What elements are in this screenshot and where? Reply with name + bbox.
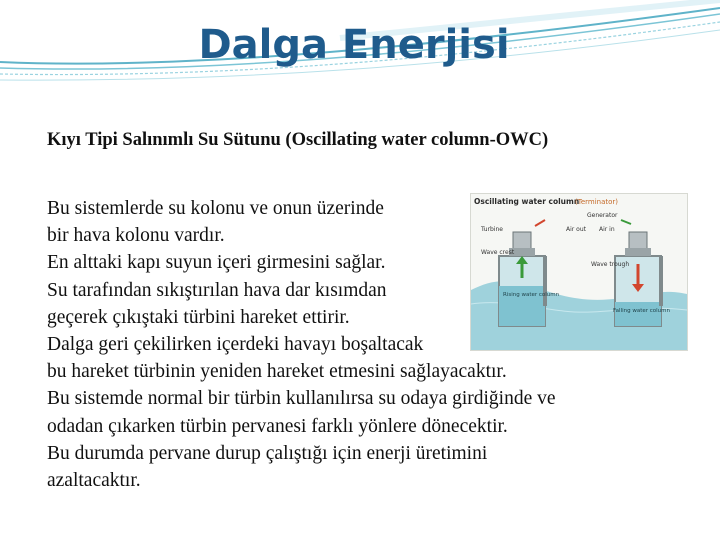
body-line: Dalga geri çekilirken içerdeki havayı boşaltacak bbox=[47, 334, 424, 356]
body-line: En alttaki kapı suyun içeri girmesini sağlar. bbox=[47, 252, 386, 274]
body-line: Bu sistemde normal bir türbin kullanılırsa su odaya girdiğinde ve bbox=[47, 388, 556, 410]
label-air-in: Air in bbox=[599, 226, 615, 233]
figure-title: Oscillating water column bbox=[474, 197, 580, 206]
figure-title-note: (Terminator) bbox=[575, 198, 619, 206]
label-rising-column: Rising water column bbox=[503, 292, 560, 298]
body-line: bu hareket türbinin yeniden hareket etmesini sağlayacaktır. bbox=[47, 361, 507, 383]
label-generator: Generator bbox=[587, 212, 618, 219]
body-line: azaltacaktır. bbox=[47, 470, 141, 492]
body-line: Bu sistemlerde su kolonu ve onun üzerinde bbox=[47, 198, 384, 219]
label-wave-crest: Wave crest bbox=[481, 249, 515, 256]
body-line: Su tarafından sıkıştırılan hava dar kısımdan bbox=[47, 279, 387, 301]
section-subtitle: Kıyı Tipi Salınımlı Su Sütunu (Oscillating water column-OWC) bbox=[47, 130, 549, 150]
body-line: bir hava kolonu vardır. bbox=[47, 225, 225, 247]
body-line: odadan çıkarken türbin pervanesi farklı yönlere dönecektir. bbox=[47, 415, 508, 437]
label-air-out: Air out bbox=[566, 226, 586, 233]
page-title: Dalga Enerjisi bbox=[198, 22, 510, 68]
label-falling-column: Falling water column bbox=[613, 308, 671, 314]
body-line: geçerek çıkıştaki türbini hareket ettirir. bbox=[47, 306, 350, 328]
label-turbine: Turbine bbox=[481, 226, 503, 233]
body-line: Bu durumda pervane durup çalıştığı için enerji üretimini bbox=[47, 442, 488, 464]
label-wave-trough: Wave trough bbox=[591, 261, 630, 268]
owc-diagram bbox=[470, 193, 688, 351]
